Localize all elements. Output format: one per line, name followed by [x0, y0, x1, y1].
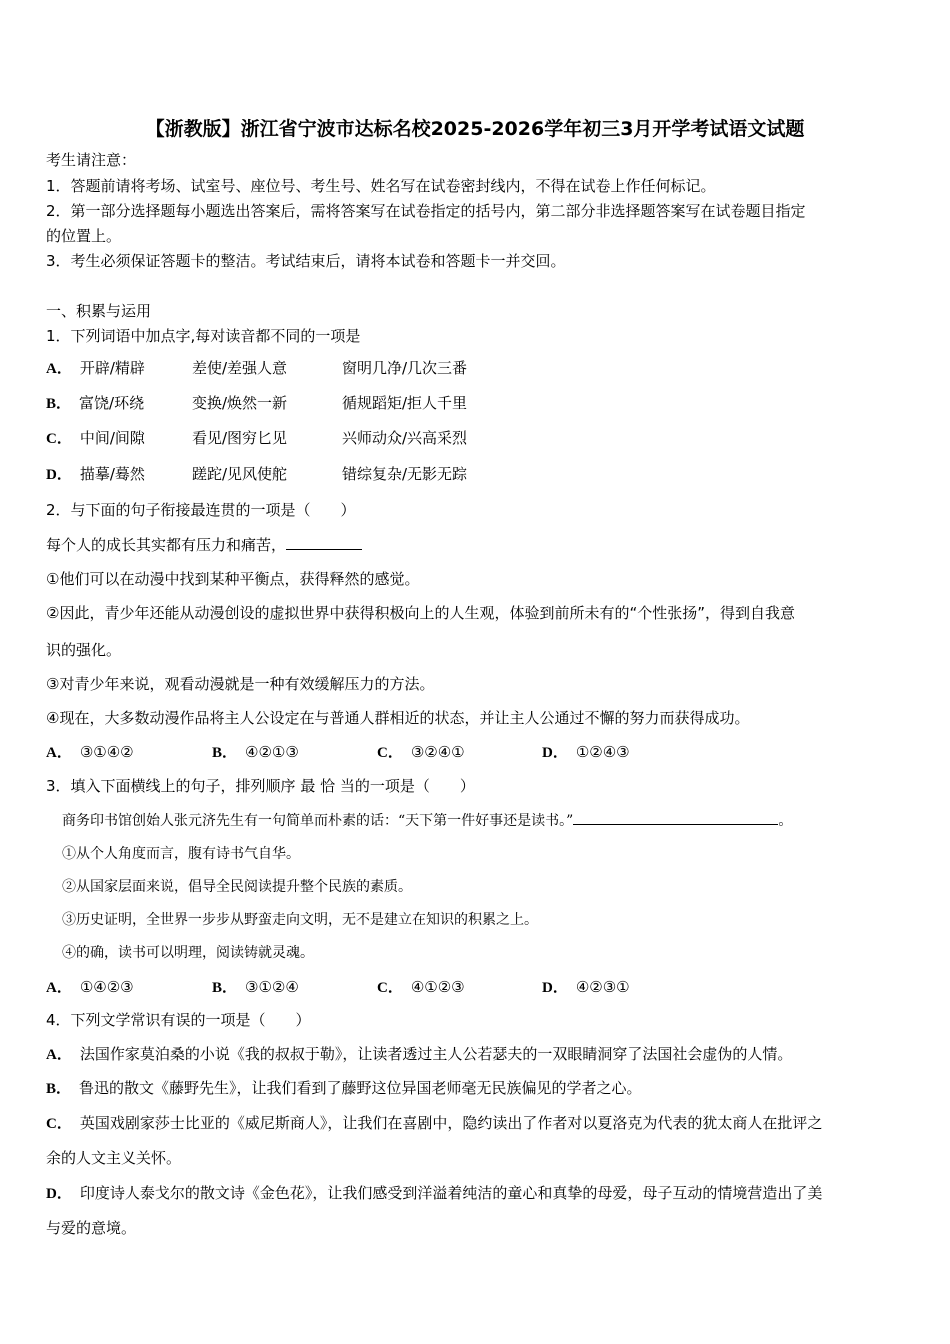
option-text: 英国戏剧家莎士比亚的《威尼斯商人》，让我们在喜剧中，隐约读出了作者对以夏洛克为代表的犹太商人在批评之 [79, 1114, 823, 1132]
option-text: 差使/差强人意 [192, 359, 288, 377]
option-text: ④①②③ [410, 978, 465, 996]
option-c [377, 977, 465, 998]
option-text: ①④②③ [79, 978, 134, 996]
option-label: D． [542, 980, 568, 996]
notice-item: 3．考生必须保证答题卡的整洁。考试结束后，请将本试卷和答题卡一并交回。 [46, 252, 566, 270]
section-heading: 一、积累与运用 [46, 302, 152, 320]
notice-item: 的位置上。 [46, 227, 122, 245]
question-3-sentence [62, 810, 792, 831]
question-3-item: ④的确，读书可以明理，阅读铸就灵魂。 [62, 945, 314, 961]
question-3-item: ③历史证明，全世界一步步从野蛮走向文明，无不是建立在知识的积累之上。 [62, 912, 538, 928]
question-4-stem: 4．下列文学常识有误的一项是（ ） [46, 1011, 311, 1029]
notice-item: 1．答题前请将考场、试室号、座位号、考生号、姓名写在试卷密封线内，不得在试卷上作任何标记。 [46, 177, 716, 195]
notice-item: 2．第一部分选择题每小题选出答案后，需将答案写在试卷指定的括号内，第二部分非选择题答案写在试卷题目指定 [46, 202, 806, 220]
option-text: 描摹/蓦然 [79, 465, 145, 483]
option-text: 开辟/精辟 [79, 359, 145, 377]
option-label: C． [46, 431, 72, 447]
option-label: C． [377, 745, 403, 761]
option-label: A． [46, 980, 72, 996]
option-label: B． [46, 396, 72, 412]
option-label: B． [46, 1081, 72, 1097]
option-b [46, 393, 144, 414]
option-text: ③②④① [410, 743, 465, 761]
notice-heading: 考生请注意： [46, 151, 137, 169]
option-text: 法国作家莫泊桑的小说《我的叔叔于勒》，让读者透过主人公若瑟夫的一双眼睛洞穿了法国社会虚伪的人情。 [79, 1045, 793, 1063]
option-label: D． [46, 1186, 72, 1202]
option-d [46, 464, 145, 485]
option-text: 印度诗人泰戈尔的散文诗《金色花》，让我们感受到洋溢着纯洁的童心和真挚的母爱，母子互动的情境营造出了美 [79, 1184, 823, 1202]
answer-blank [286, 535, 362, 550]
option-text: 蹉跎/见风使舵 [192, 465, 288, 483]
answer-blank [573, 810, 778, 825]
option-a [46, 742, 134, 763]
option-text: ④②③① [575, 978, 630, 996]
option-text: 窗明几净/几次三番 [342, 359, 468, 377]
option-text: ④②①③ [245, 743, 299, 761]
sentence-text: 商务印书馆创始人张元济先生有一句简单而朴素的话：“天下第一件好事还是读书。” [62, 813, 574, 829]
option-text: 变换/焕然一新 [192, 394, 288, 412]
option-label: D． [46, 467, 72, 483]
option-b [212, 977, 299, 998]
question-2-item: ①他们可以在动漫中找到某种平衡点，获得释然的感觉。 [46, 570, 420, 588]
option-text: 中间/间隙 [79, 429, 145, 447]
option-c-continued: 余的人文主义关怀。 [46, 1149, 182, 1167]
option-label: B． [212, 745, 238, 761]
option-c [46, 428, 145, 449]
question-3-item: ②从国家层面来说，倡导全民阅读提升整个民族的素质。 [62, 879, 412, 895]
option-text: 富饶/环绕 [79, 394, 145, 412]
option-text: 兴师动众/兴高采烈 [342, 429, 468, 447]
option-c [377, 742, 465, 763]
question-2-stem: 2．与下面的句子衔接最连贯的一项是（ ） [46, 501, 356, 519]
sentence-end: 。 [778, 813, 793, 829]
option-d [542, 742, 630, 763]
question-1-stem: 1．下列词语中加点字,每对读音都不同的一项是 [46, 327, 361, 345]
option-a [46, 358, 145, 379]
option-label: C． [46, 1116, 72, 1132]
option-c [46, 1113, 822, 1134]
option-label: C． [377, 980, 403, 996]
question-2-item: ②因此，青少年还能从动漫创设的虚拟世界中获得积极向上的人生观，体验到前所未有的“个性张扬”，得到自我意 [46, 604, 795, 622]
option-text: 鲁迅的散文《藤野先生》，让我们看到了藤野这位异国老师毫无民族偏见的学者之心。 [79, 1079, 642, 1097]
question-3-item: ①从个人角度而言，腹有诗书气自华。 [62, 846, 300, 862]
option-text: 循规蹈矩/拒人千里 [342, 394, 468, 412]
option-b [212, 742, 299, 763]
option-text: 看见/图穷匕见 [192, 429, 288, 447]
option-text: ③①②④ [245, 978, 299, 996]
page-title: 【浙教版】浙江省宁波市达标名校2025-2026学年初三3月开学考试语文试题 [145, 118, 805, 140]
question-2-item: ③对青少年来说，观看动漫就是一种有效缓解压力的方法。 [46, 675, 435, 693]
option-b [46, 1078, 642, 1099]
question-2-sentence [46, 535, 362, 555]
option-text: ③①④② [79, 743, 134, 761]
option-text: ①②④③ [575, 743, 630, 761]
question-2-item: ④现在，大多数动漫作品将主人公设定在与普通人群相近的状态，并让主人公通过不懈的努力而获得成功。 [46, 709, 750, 727]
option-label: D． [542, 745, 568, 761]
question-3-stem: 3．填入下面横线上的句子，排列顺序 最 恰 当的一项是（ ） [46, 777, 475, 795]
option-a [46, 1044, 792, 1065]
option-label: A． [46, 745, 72, 761]
option-d-continued: 与爱的意境。 [46, 1219, 137, 1237]
option-label: A． [46, 1047, 72, 1063]
option-label: B． [212, 980, 238, 996]
option-a [46, 977, 134, 998]
option-text: 错综复杂/无影无踪 [342, 465, 468, 483]
option-d [542, 977, 630, 998]
option-label: A． [46, 361, 72, 377]
option-d [46, 1183, 822, 1204]
sentence-text: 每个人的成长其实都有压力和痛苦， [46, 536, 287, 554]
question-2-item: 识的强化。 [46, 641, 122, 659]
